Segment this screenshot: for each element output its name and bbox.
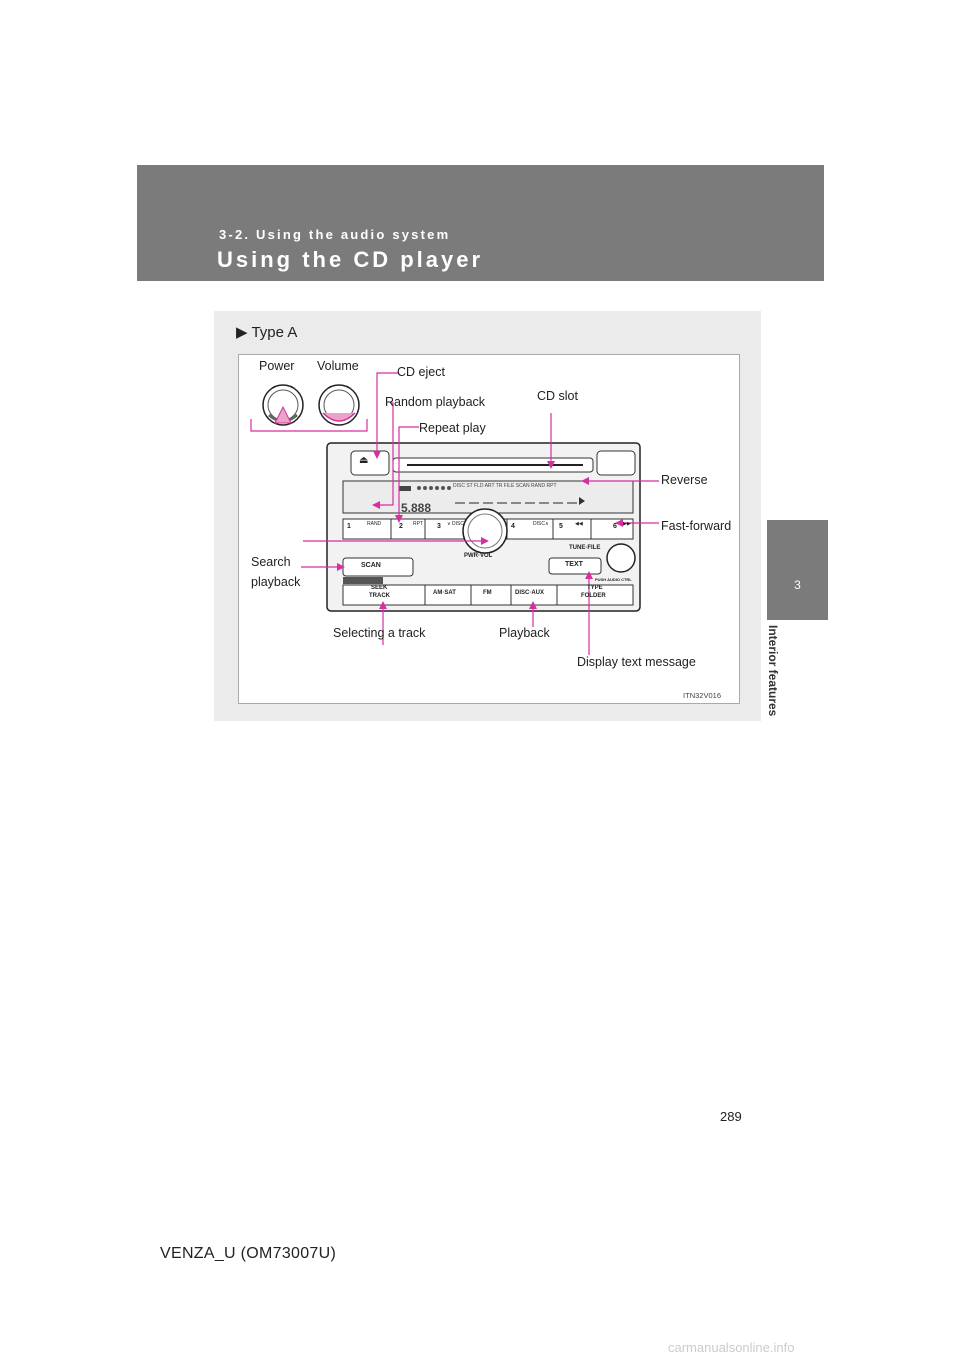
callout-repeat-play: Repeat play: [419, 421, 486, 435]
type-label: [236, 323, 297, 341]
chapter-label-text: Interior features: [766, 625, 780, 717]
display-digits: 5.888: [401, 501, 432, 515]
seek-label: SEEK: [371, 585, 388, 591]
callout-fast-forward: Fast-forward: [661, 519, 732, 533]
am-sat-button[interactable]: AM·SAT: [433, 590, 456, 596]
audio-unit-figure: [238, 354, 740, 704]
preset-4-button[interactable]: 4: [511, 523, 515, 530]
fm-button[interactable]: FM: [483, 590, 492, 596]
callout-cd-slot: CD slot: [537, 389, 578, 403]
callout-search-playback-line2: playback: [251, 575, 301, 589]
type-label-text: Type A: [251, 324, 298, 341]
callout-cd-eject: CD eject: [397, 365, 445, 379]
callout-display-text: Display text message: [577, 655, 696, 669]
disc-aux-button[interactable]: DISC·AUX: [515, 590, 545, 596]
disc-up-label: DISC∧: [533, 521, 549, 527]
preset-1-button[interactable]: 1: [347, 523, 351, 530]
rand-label: RAND: [367, 521, 382, 527]
triangle-icon: ▶: [236, 324, 248, 341]
callout-random-playback: Random playback: [385, 395, 486, 409]
callout-playback: Playback: [499, 626, 550, 640]
volume-knob-illustration: [319, 385, 359, 425]
push-audio-label: PUSH AUDIO CTRL: [595, 577, 632, 582]
fast-forward-icon: ▶▶: [623, 521, 631, 527]
callout-volume: Volume: [317, 359, 359, 373]
preset-5-button[interactable]: 5: [559, 523, 563, 530]
callout-selecting-track: Selecting a track: [333, 626, 426, 640]
pwr-vol-label: PWR·VOL: [464, 553, 493, 559]
section-header: [137, 165, 824, 281]
chapter-label: [765, 625, 795, 745]
callout-reverse: Reverse: [661, 473, 708, 487]
type-label: TYPE: [587, 585, 603, 591]
manual-footer: VENZA_U (OM73007U): [160, 1245, 337, 1262]
power-knob-illustration: [263, 385, 303, 425]
text-button[interactable]: TEXT: [565, 561, 583, 568]
display-flags: DISC ST FLD ART TR FILE SCAN RAND RPT: [453, 483, 557, 489]
track-label: TRACK: [369, 593, 390, 599]
preset-6-button[interactable]: 6: [613, 523, 617, 530]
page-title: Using the CD player: [217, 247, 484, 272]
disc-down-label: ∨ DISC: [447, 521, 464, 527]
figure-code: ITN32V016: [683, 691, 721, 700]
tune-file-label: TUNE·FILE: [569, 545, 601, 551]
page-number: 289: [720, 1109, 742, 1124]
section-heading: 3-2. Using the audio system: [219, 227, 451, 242]
callout-power: Power: [259, 359, 295, 373]
eject-icon: ⏏: [359, 455, 369, 466]
preset-2-button[interactable]: 2: [399, 523, 403, 530]
preset-3-button[interactable]: 3: [437, 523, 441, 530]
chapter-number: 3: [794, 578, 801, 592]
folder-label: FOLDER: [581, 593, 606, 599]
callout-search-playback-line1: Search: [251, 555, 291, 569]
watermark[interactable]: carmanualsonline.info: [668, 1340, 795, 1355]
chapter-tab[interactable]: [767, 520, 828, 620]
reverse-icon: ◀◀: [575, 521, 583, 527]
rpt-label: RPT: [413, 521, 423, 527]
scan-button[interactable]: SCAN: [361, 562, 381, 569]
